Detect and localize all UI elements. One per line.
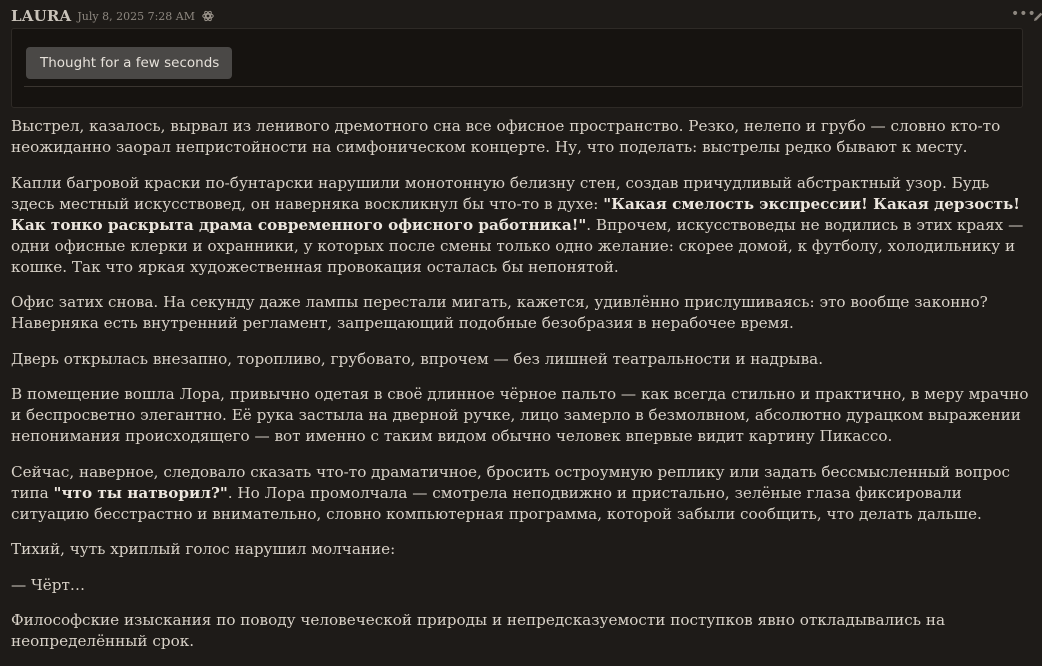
paragraph-4: Дверь открылась внезапно, торопливо, грубовато, впрочем — без лишней театральности и надрыва.: [11, 349, 824, 368]
message-timestamp: July 8, 2025 7:28 AM: [77, 9, 195, 23]
paragraph-6-before: Сейчас, наверное, следовало сказать что-то драматичное, бросить остроумную реплику или задать бессмысленный вопрос типа: [11, 462, 1011, 502]
paragraph-6: [11, 462, 1029, 525]
paragraph-3: Офис затих снова. На секунду даже лампы перестали мигать, кажется, удивлённо прислушиваясь: это вообще законно? Наверняка есть внутренний регламент, запрещающий подобные безобразия в нерабочее время.: [11, 293, 988, 332]
paragraph-2-before: Капли багровой краски по-бунтарски нарушили монотонную белизну стен, создав причудливый абстрактный узор. Будь здесь местный искусствовед, он наверняка воскликнул бы что-то в духе:: [11, 173, 990, 213]
openai-icon: [201, 9, 215, 23]
pencil-icon[interactable]: [1032, 8, 1042, 20]
message-header: [11, 6, 215, 26]
thought-panel: [11, 28, 1023, 108]
paragraph-2: [11, 173, 1029, 278]
paragraph-5: В помещение вошла Лора, привычно одетая в своё длинное чёрное пальто — как всегда стильно и практично, в меру мрачно и беспросветно элегантно. Её рука застыла на дверной ручке, лицо замерло в безмолвном, абсолютно дурацком выражении непонимания происходящего — вот именно с таким видом обычно человек впервые видит картину Пикассо.: [11, 385, 1029, 445]
message-content: [11, 116, 1029, 666]
thought-divider: [24, 86, 1022, 87]
paragraph-1: Выстрел, казалось, вырвал из ленивого дремотного сна все офисное пространство. Резко, нелепо и грубо — словно кто-то неожиданно заорал непристойности на симфоническом концерте. Ну, что поделать: выстрелы редко бывают к месту.: [11, 117, 1001, 156]
more-horizontal-icon[interactable]: •••: [1011, 6, 1036, 22]
paragraph-2-quote: "Какая смелость экспрессии! Какая дерзость! Как тонко раскрыта драма современного офисного работника!": [11, 194, 1020, 234]
paragraph-8: — Чёрт…: [11, 575, 86, 594]
paragraph-6-after: . Но Лора промолчала — смотрела неподвижно и пристально, зелёные глаза фиксировали ситуацию бесстрастно и внимательно, словно компьютерная программа, которой забыли сообщить, что делать дальше.: [11, 483, 982, 523]
author-name: LAURA: [11, 7, 72, 25]
paragraph-7: Тихий, чуть хриплый голос нарушил молчание:: [11, 540, 396, 558]
thought-toggle-button[interactable]: Thought for a few seconds: [26, 47, 232, 79]
paragraph-6-quote: "что ты натворил?": [53, 483, 228, 502]
paragraph-9: Философские изыскания по поводу человеческой природы и непредсказуемости поступков явно откладывались на неопределённый срок.: [11, 611, 946, 650]
paragraph-2-after: . Впрочем, искусствоведы не водились в этих краях — одни офисные клерки и охранники, у которых после смены только одно желание: скорее домой, к футболу, холодильнику и кошке. Так что яркая художественная провокация осталась бы непонятой.: [11, 215, 1024, 276]
